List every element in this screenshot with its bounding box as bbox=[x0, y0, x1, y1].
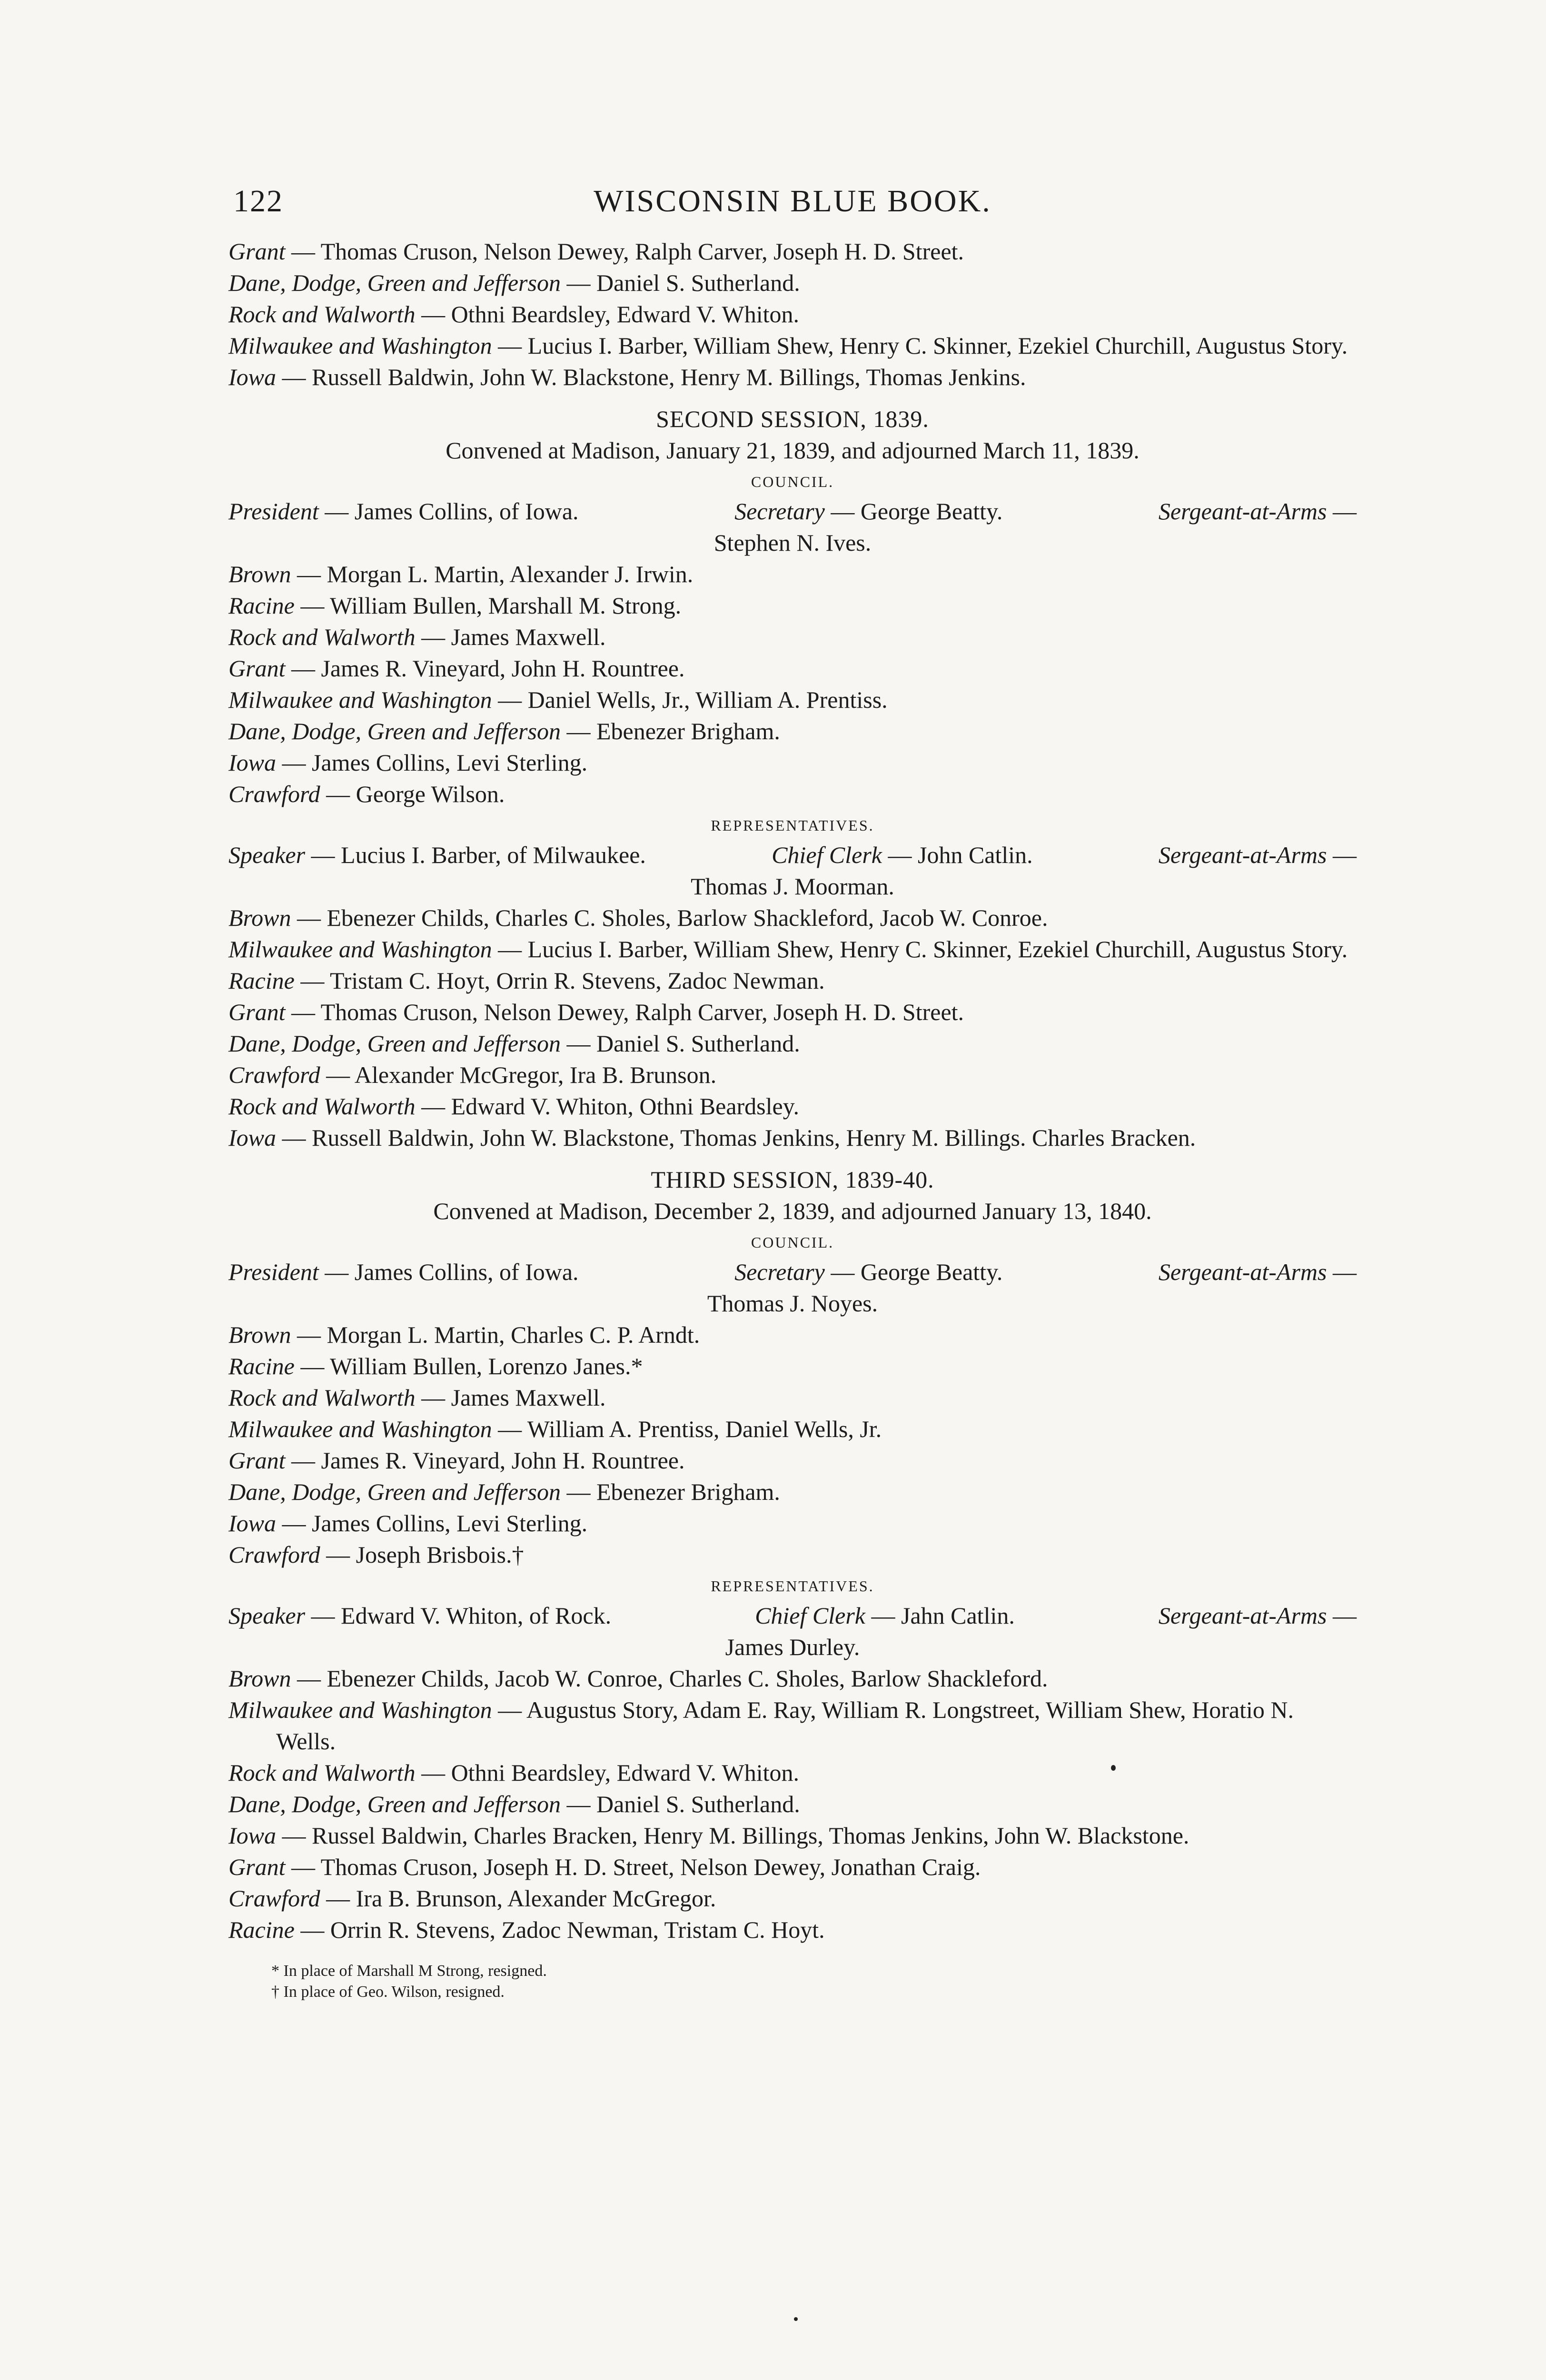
member-names: Thomas Cruson, Nelson Dewey, Ralph Carver, Joseph H. D. Street. bbox=[320, 238, 964, 265]
member-names: James R. Vineyard, John H. Rountree. bbox=[321, 1447, 685, 1474]
separator-dash: — bbox=[492, 936, 528, 962]
secretary-name: George Beatty. bbox=[860, 498, 1003, 525]
separator-dash: — bbox=[276, 364, 312, 390]
separator-dash: — bbox=[415, 624, 451, 650]
district-name: Dane, Dodge, Green and Jefferson bbox=[228, 269, 561, 296]
list-item bbox=[228, 361, 1357, 393]
second-reps-officers: Speaker — Lucius I. Barber, of Milwaukee. Chief Clerk — John Catlin. Sergeant-at-Arms — bbox=[228, 842, 1357, 868]
member-names: Orrin R. Stevens, Zadoc Newman, Tristam C. Hoyt. bbox=[330, 1916, 825, 1943]
sergeant-label: Sergeant-at-Arms bbox=[1158, 1602, 1327, 1629]
list-item bbox=[228, 1445, 1357, 1476]
member-names: William A. Prentiss, Daniel Wells, Jr. bbox=[527, 1416, 882, 1442]
member-names: Ebenezer Brigham. bbox=[596, 718, 780, 744]
member-names: William Bullen, Lorenzo Janes.* bbox=[329, 1353, 643, 1379]
separator-dash: — bbox=[285, 1854, 321, 1880]
district-name: Racine bbox=[228, 1353, 295, 1379]
sergeant-name: James Durley. bbox=[725, 1634, 860, 1660]
president-label: President bbox=[228, 1259, 319, 1285]
member-names: Joseph Brisbois.† bbox=[356, 1541, 524, 1568]
separator-dash: — bbox=[492, 686, 528, 713]
page-header bbox=[228, 183, 1357, 236]
separator-dash: — bbox=[276, 749, 312, 776]
member-names: Russel Baldwin, Charles Bracken, Henry M. Billings, Thomas Jenkins, John W. Blackstone. bbox=[312, 1822, 1189, 1849]
member-names: James Collins, Levi Sterling. bbox=[312, 749, 588, 776]
separator-dash: — bbox=[294, 1916, 330, 1943]
member-names: Daniel S. Sutherland. bbox=[596, 1791, 800, 1817]
district-name: Racine bbox=[228, 967, 295, 994]
member-names: Lucius I. Barber, William Shew, Henry C. Skinner, Ezekiel Churchill, Augustus Story. bbox=[527, 332, 1348, 359]
ink-speck bbox=[1111, 1765, 1116, 1771]
member-names: Ira B. Brunson, Alexander McGregor. bbox=[356, 1885, 716, 1912]
list-item bbox=[228, 1883, 1357, 1914]
list-item bbox=[228, 590, 1357, 621]
district-name: Dane, Dodge, Green and Jefferson bbox=[228, 718, 561, 744]
list-item bbox=[228, 1476, 1357, 1507]
member-names: Alexander McGregor, Ira B. Brunson. bbox=[354, 1061, 717, 1088]
separator-dash: — bbox=[285, 238, 321, 265]
district-name: Iowa bbox=[228, 749, 276, 776]
district-name: Dane, Dodge, Green and Jefferson bbox=[228, 1030, 561, 1057]
third-reps-list bbox=[228, 1663, 1357, 1945]
list-item bbox=[228, 298, 1357, 330]
district-name: Iowa bbox=[228, 1510, 276, 1537]
second-reps-list bbox=[228, 902, 1357, 1153]
third-council-label: COUNCIL. bbox=[751, 1234, 834, 1251]
member-names: Thomas Cruson, Nelson Dewey, Ralph Carver, Joseph H. D. Street. bbox=[320, 999, 964, 1025]
member-names: Othni Beardsley, Edward V. Whiton. bbox=[451, 1759, 799, 1786]
district-name: Dane, Dodge, Green and Jefferson bbox=[228, 1478, 561, 1505]
list-item bbox=[228, 1319, 1357, 1350]
district-name: Rock and Walworth bbox=[228, 1759, 416, 1786]
district-name: Brown bbox=[228, 1321, 291, 1348]
list-item bbox=[228, 1914, 1357, 1945]
member-names: Morgan L. Martin, Charles C. P. Arndt. bbox=[327, 1321, 700, 1348]
separator-dash: — bbox=[492, 1416, 527, 1442]
separator-dash: — bbox=[291, 904, 327, 931]
second-council-list bbox=[228, 558, 1357, 810]
second-session-title: SECOND SESSION, 1839. bbox=[656, 406, 929, 432]
district-name: Crawford bbox=[228, 1061, 320, 1088]
member-names: Augustus Story, Adam E. Ray, William R. Longstreet, William Shew, Horatio N. Wells. bbox=[276, 1696, 1294, 1755]
list-item bbox=[228, 996, 1357, 1028]
district-name: Grant bbox=[228, 655, 286, 682]
list-item bbox=[228, 330, 1357, 361]
district-name: Grant bbox=[228, 1447, 286, 1474]
speaker-name: Lucius I. Barber, of Milwaukee. bbox=[341, 842, 646, 868]
district-name: Milwaukee and Washington bbox=[228, 1416, 492, 1442]
list-item bbox=[228, 1350, 1357, 1382]
ink-speck bbox=[794, 2317, 798, 2321]
list-item bbox=[228, 558, 1357, 590]
district-name: Milwaukee and Washington bbox=[228, 1696, 492, 1723]
list-item bbox=[228, 1028, 1357, 1059]
list-item bbox=[228, 1539, 1357, 1570]
list-item bbox=[228, 236, 1357, 267]
second-session-convened: Convened at Madison, January 21, 1839, and adjourned March 11, 1839. bbox=[446, 437, 1140, 464]
president-label: President bbox=[228, 498, 319, 525]
chief-clerk-label: Chief Clerk bbox=[755, 1602, 865, 1629]
member-names: Tristam C. Hoyt, Orrin R. Stevens, Zadoc Newman. bbox=[329, 967, 825, 994]
separator-dash: — bbox=[294, 1353, 330, 1379]
separator-dash: — bbox=[285, 999, 321, 1025]
separator-dash: — bbox=[276, 1510, 312, 1537]
sergeant-name: Thomas J. Moorman. bbox=[691, 873, 894, 900]
list-item bbox=[228, 1788, 1357, 1820]
separator-dash: — bbox=[291, 1665, 327, 1692]
member-names: James Collins, Levi Sterling. bbox=[312, 1510, 588, 1537]
speaker-name: Edward V. Whiton, of Rock. bbox=[341, 1602, 612, 1629]
separator-dash: — bbox=[294, 967, 330, 994]
separator-dash: — bbox=[291, 1321, 327, 1348]
separator-dash: — bbox=[415, 1384, 451, 1411]
district-name: Dane, Dodge, Green and Jefferson bbox=[228, 1791, 561, 1817]
chief-clerk-name: Jahn Catlin. bbox=[901, 1602, 1015, 1629]
member-names: Thomas Cruson, Joseph H. D. Street, Nelson Dewey, Jonathan Craig. bbox=[320, 1854, 981, 1880]
district-name: Racine bbox=[228, 1916, 295, 1943]
member-names: Ebenezer Brigham. bbox=[596, 1478, 780, 1505]
district-name: Rock and Walworth bbox=[228, 1093, 416, 1120]
speaker-label: Speaker bbox=[228, 842, 306, 868]
separator-dash: — bbox=[294, 592, 330, 619]
member-names: Ebenezer Childs, Charles C. Sholes, Barlow Shackleford, Jacob W. Conroe. bbox=[327, 904, 1048, 931]
separator-dash: — bbox=[415, 301, 451, 327]
chief-clerk-label: Chief Clerk bbox=[772, 842, 882, 868]
separator-dash: — bbox=[415, 1093, 451, 1120]
separator-dash: — bbox=[285, 655, 321, 682]
district-name: Crawford bbox=[228, 1541, 320, 1568]
secretary-label: Secretary bbox=[734, 498, 825, 525]
third-council-list bbox=[228, 1319, 1357, 1570]
list-item bbox=[228, 902, 1357, 933]
president-name: James Collins, of Iowa. bbox=[354, 1259, 579, 1285]
sergeant-label: Sergeant-at-Arms bbox=[1158, 842, 1327, 868]
second-reps-label: REPRESENTATIVES. bbox=[711, 817, 874, 834]
district-name: Iowa bbox=[228, 1822, 276, 1849]
chief-clerk-name: John Catlin. bbox=[918, 842, 1033, 868]
separator-dash: — bbox=[285, 1447, 321, 1474]
member-names: William Bullen, Marshall M. Strong. bbox=[329, 592, 682, 619]
district-name: Rock and Walworth bbox=[228, 1384, 416, 1411]
district-name: Iowa bbox=[228, 364, 276, 390]
document-page bbox=[228, 183, 1357, 2003]
separator-dash: — bbox=[560, 718, 596, 744]
member-names: George Wilson. bbox=[356, 781, 505, 807]
separator-dash: — bbox=[492, 1696, 526, 1723]
district-name: Brown bbox=[228, 904, 291, 931]
top-entry-list bbox=[228, 236, 1357, 393]
member-names: James Maxwell. bbox=[451, 624, 606, 650]
list-item bbox=[228, 1382, 1357, 1413]
separator-dash: — bbox=[492, 332, 528, 359]
list-item bbox=[228, 267, 1357, 298]
district-name: Grant bbox=[228, 999, 286, 1025]
separator-dash: — bbox=[560, 269, 596, 296]
third-council-officers: President — James Collins, of Iowa. Secretary — George Beatty. Sergeant-at-Arms — bbox=[228, 1259, 1357, 1285]
third-session-convened: Convened at Madison, December 2, 1839, and adjourned January 13, 1840. bbox=[433, 1198, 1152, 1224]
district-name: Brown bbox=[228, 1665, 291, 1692]
running-head: WISCONSIN BLUE BOOK. bbox=[594, 184, 991, 218]
member-names: Ebenezer Childs, Jacob W. Conroe, Charles C. Sholes, Barlow Shackleford. bbox=[327, 1665, 1048, 1692]
member-names: Daniel S. Sutherland. bbox=[596, 269, 800, 296]
separator-dash: — bbox=[276, 1124, 312, 1151]
member-names: Daniel S. Sutherland. bbox=[596, 1030, 800, 1057]
district-name: Crawford bbox=[228, 1885, 320, 1912]
member-names: Othni Beardsley, Edward V. Whiton. bbox=[451, 301, 799, 327]
district-name: Grant bbox=[228, 1854, 286, 1880]
list-item bbox=[228, 1059, 1357, 1091]
list-item bbox=[228, 965, 1357, 996]
list-item bbox=[228, 1507, 1357, 1539]
separator-dash: — bbox=[560, 1030, 596, 1057]
footnote: * In place of Marshall M Strong, resigned. bbox=[271, 1962, 547, 1980]
sergeant-label: Sergeant-at-Arms bbox=[1158, 1259, 1327, 1285]
separator-dash: — bbox=[560, 1478, 596, 1505]
third-reps-officers: Speaker — Edward V. Whiton, of Rock. Chief Clerk — Jahn Catlin. Sergeant-at-Arms — bbox=[228, 1602, 1357, 1629]
president-name: James Collins, of Iowa. bbox=[354, 498, 579, 525]
district-name: Milwaukee and Washington bbox=[228, 686, 492, 713]
list-item bbox=[228, 1413, 1357, 1445]
separator-dash: — bbox=[291, 561, 327, 587]
separator-dash: — bbox=[276, 1822, 312, 1849]
sergeant-label: Sergeant-at-Arms bbox=[1158, 498, 1327, 525]
member-names: Lucius I. Barber, William Shew, Henry C. Skinner, Ezekiel Churchill, Augustus Story. bbox=[527, 936, 1348, 962]
footnote: † In place of Geo. Wilson, resigned. bbox=[271, 1983, 505, 2001]
district-name: Rock and Walworth bbox=[228, 301, 416, 327]
list-item bbox=[228, 653, 1357, 684]
list-item bbox=[228, 621, 1357, 653]
separator-dash: — bbox=[320, 1061, 355, 1088]
list-item bbox=[228, 715, 1357, 747]
member-names: Daniel Wells, Jr., William A. Prentiss. bbox=[527, 686, 888, 713]
second-council-label: COUNCIL. bbox=[751, 473, 834, 490]
list-item bbox=[228, 1122, 1357, 1153]
sergeant-name: Thomas J. Noyes. bbox=[707, 1290, 878, 1317]
district-name: Grant bbox=[228, 238, 286, 265]
list-item bbox=[228, 933, 1357, 965]
separator-dash: — bbox=[320, 781, 356, 807]
third-reps-label: REPRESENTATIVES. bbox=[711, 1577, 874, 1595]
secretary-label: Secretary bbox=[734, 1259, 825, 1285]
member-names: Russell Baldwin, John W. Blackstone, Thomas Jenkins, Henry M. Billings. Charles Bracken. bbox=[312, 1124, 1196, 1151]
separator-dash: — bbox=[320, 1885, 356, 1912]
third-session-title: THIRD SESSION, 1839-40. bbox=[651, 1166, 934, 1193]
separator-dash: — bbox=[320, 1541, 356, 1568]
member-names: Edward V. Whiton, Othni Beardsley. bbox=[451, 1093, 799, 1120]
second-council-officers: President — James Collins, of Iowa. Secretary — George Beatty. Sergeant-at-Arms — bbox=[228, 498, 1357, 525]
district-name: Brown bbox=[228, 561, 291, 587]
list-item bbox=[228, 747, 1357, 778]
district-name: Iowa bbox=[228, 1124, 276, 1151]
member-names: Morgan L. Martin, Alexander J. Irwin. bbox=[327, 561, 694, 587]
member-names: Russell Baldwin, John W. Blackstone, Henry M. Billings, Thomas Jenkins. bbox=[312, 364, 1026, 390]
speaker-label: Speaker bbox=[228, 1602, 306, 1629]
list-item bbox=[228, 1757, 1357, 1788]
list-item bbox=[228, 1694, 1357, 1757]
list-item bbox=[228, 684, 1357, 715]
sergeant-name: Stephen N. Ives. bbox=[714, 529, 872, 556]
secretary-name: George Beatty. bbox=[860, 1259, 1003, 1285]
district-name: Milwaukee and Washington bbox=[228, 332, 492, 359]
member-names: James R. Vineyard, John H. Rountree. bbox=[321, 655, 685, 682]
list-item bbox=[228, 778, 1357, 810]
district-name: Milwaukee and Washington bbox=[228, 936, 492, 962]
district-name: Racine bbox=[228, 592, 295, 619]
list-item bbox=[228, 1663, 1357, 1694]
district-name: Rock and Walworth bbox=[228, 624, 416, 650]
page-number: 122 bbox=[233, 184, 283, 218]
separator-dash: — bbox=[415, 1759, 451, 1786]
list-item bbox=[228, 1851, 1357, 1883]
separator-dash: — bbox=[560, 1791, 596, 1817]
district-name: Crawford bbox=[228, 781, 320, 807]
list-item bbox=[228, 1820, 1357, 1851]
footnotes bbox=[228, 1961, 1357, 2003]
list-item bbox=[228, 1091, 1357, 1122]
member-names: James Maxwell. bbox=[451, 1384, 606, 1411]
